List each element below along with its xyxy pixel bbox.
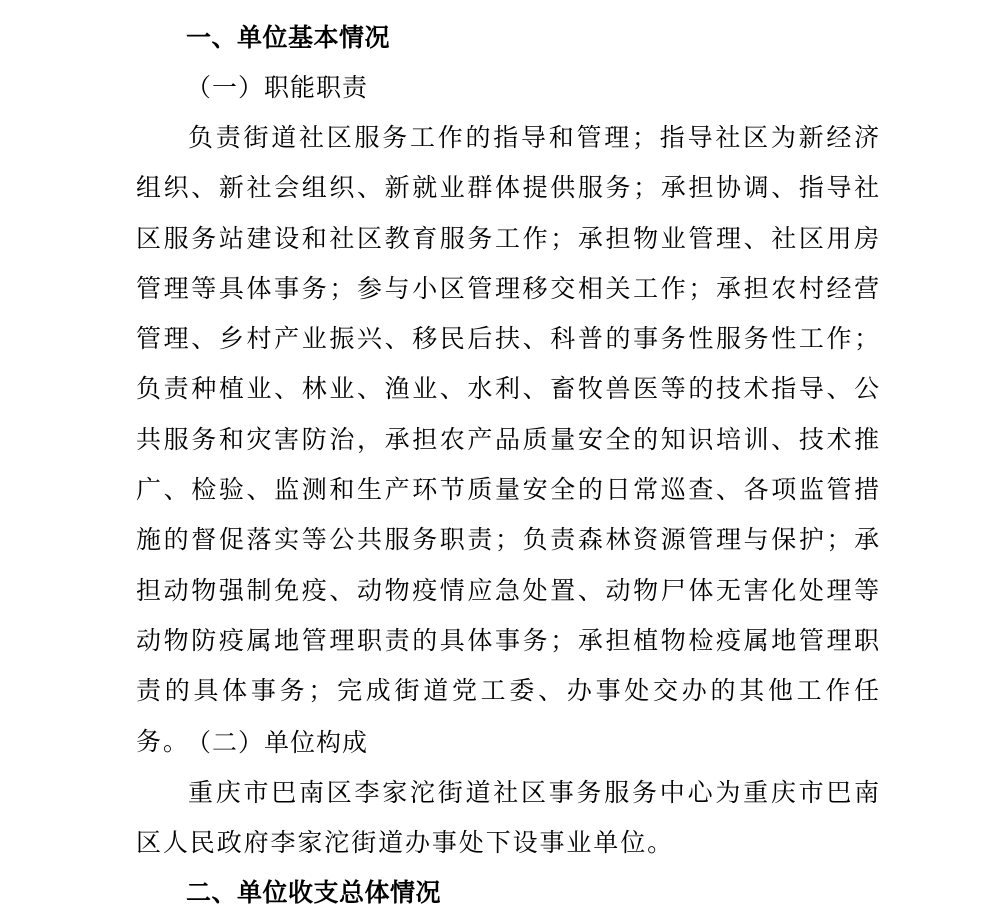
subheading-functions: （一）职能职责 <box>186 73 369 102</box>
subheading-composition: （二）单位构成 <box>186 728 369 757</box>
paragraph-composition: 重庆市巴南区李家沱街道社区事务服务中心为重庆市巴南区人民政府李家沱街道办事处下设事业单位。 <box>136 778 881 858</box>
paragraph-functions: 负责街道社区服务工作的指导和管理；指导社区为新经济组织、新社会组织、新就业群体提供服务；承担协调、指导社区服务站建设和社区教育服务工作；承担物业管理、社区用房管理等具体事务；参与小区管理移交相关工作；承担农村经营管理、乡村产业振兴、移民后扶、科普的事务性服务性工作；负责种植业、林业、渔业、水利、畜牧兽医等的技术指导、公共服务和灾害防治，承担农产品质量安全的知识培训、技术推广、检验、监测和生产环节质量安全的日常巡查、各项监管措施的督促落实等公共服务职责；负责森林资源管理与保护；承担动物强制免疫、动物疫情应急处置、动物尸体无害化处理等动物防疫属地管理职责的具体事务；承担植物检疫属地管理职责的具体事务；完成街道党工委、办事处交办的其他工作任务。 <box>136 123 881 756</box>
section-heading-basic-info: 一、单位基本情况 <box>186 23 391 52</box>
section-heading-revenue-expenditure: 二、单位收支总体情况 <box>186 878 442 907</box>
